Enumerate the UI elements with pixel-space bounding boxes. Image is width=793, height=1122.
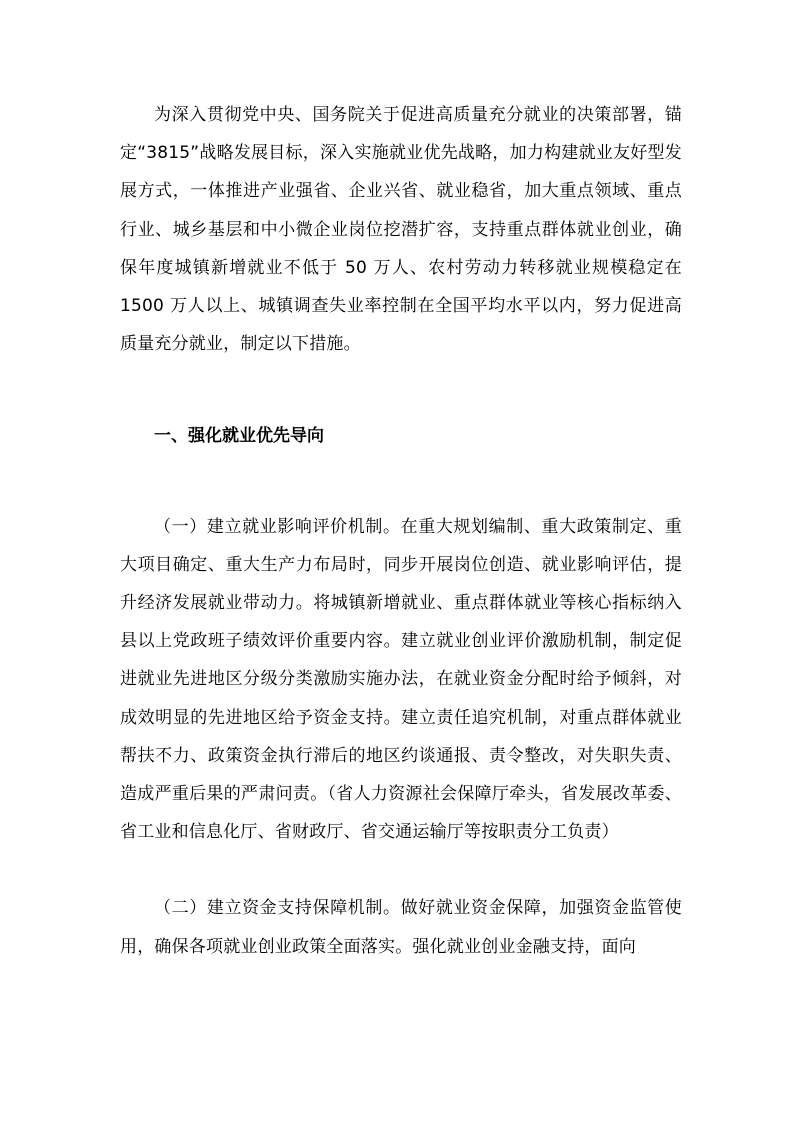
spacer (120, 851, 682, 889)
spacer (120, 363, 682, 417)
spacer (120, 456, 682, 508)
measure-paragraph-2: （二）建立资金支持保障机制。做好就业资金保障，加强资金监管使用，确保各项就业创业政策全面落实。强化就业创业金融支持，面向 (120, 898, 682, 957)
document-page (120, 96, 682, 966)
section-heading: 一、强化就业优先导向 (154, 426, 324, 447)
measure-paragraph-1: （一）建立就业影响评价机制。在重大规划编制、重大政策制定、重大项目确定、重大生产力布局时，同步开展岗位创造、就业影响评估，提升经济发展就业带动力。将城镇新增就业、重点群体就业等核心指标纳入县以上党政班子绩效评价重要内容。建立就业创业评价激励机制，制定促进就业先进地区分级分类激励实施办法，在就业资金分配时给予倾斜，对成效明显的先进地区给予资金支持。建立责任追究机制，对重点群体就业帮扶不力、政策资金执行滞后的地区约谈通报、责令整改，对失职失责、造成严重后果的严肃问责。（省人力资源社会保障厅牵头，省发展改革委、省工业和信息化厅、省财政厅、省交通运输厅等按职责分工负责） (120, 516, 682, 843)
intro-paragraph: 为深入贯彻党中央、国务院关于促进高质量充分就业的决策部署，锚定“3815”战略发展目标，深入实施就业优先战略，加力构建就业友好型发展方式，一体推进产业强省、企业兴省、就业稳省，加大重点领域、重点行业、城乡基层和中小微企业岗位挖潜扩容，支持重点群体就业创业，确保年度城镇新增就业不低于 50 万人、农村劳动力转移就业规模稳定在 1500 万人以上、城镇调查失业率控制在全国平均水平以内，努力促进高质量充分就业，制定以下措施。 (120, 105, 682, 355)
